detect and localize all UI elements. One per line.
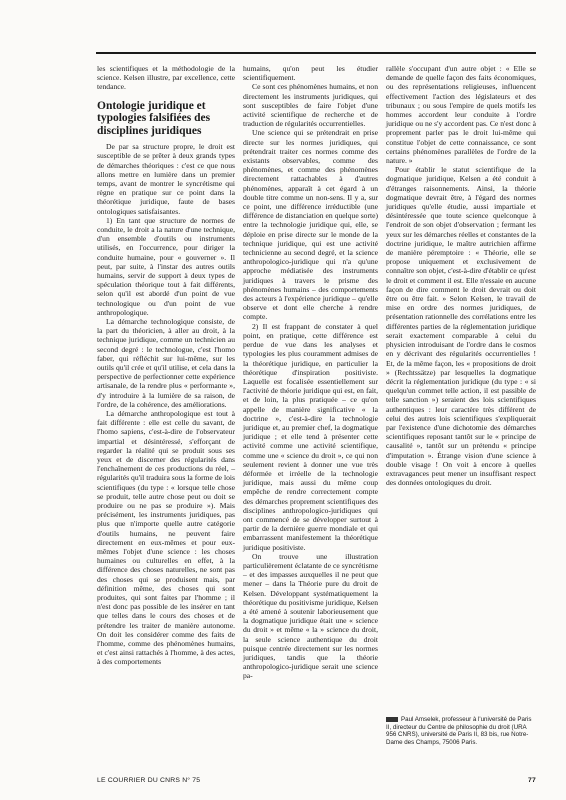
page-number: 77 (528, 777, 536, 784)
paragraph: La démarche anthropologique est tout à fait différente : elle est celle du savant, de l'homo sapiens, c'est-à-dire de l'observateur impartial et désintéressé, s'efforçant de regarder la réalité qui se produit sous ses yeux et de discerner des régularités dans l'enchaînement de ces productions du réel, – régularités qu'il traduira sous la forme de lois scientifiques (du type : « lorsque telle chose se produit, telle autre chose peut ou doit se produire ou ne pas se produire »). Mais précisément, les instruments juridiques, pas plus que n'importe quelle autre catégorie d'outils humains, ne peuvent faire directement en eux-mêmes et pour eux-mêmes l'objet d'une science : les choses humaines ou culturelles en effet, à la différence des choses naturelles, ne sont pas des choses qui se produisent mais, par définition même, des choses qui sont produites, qui sont faites par l'homme ; il n'est donc pas possible de les insérer en tant que telles dans le cours des choses et de prétendre les traiter de manière autonome. On doit les considérer comme des faits de l'homme, comme des phénomènes humains, et c'est ainsi rattachés à l'homme, à des actes, à des comportements (97, 409, 235, 667)
paragraph: De par sa structure propre, le droit est susceptible de se prêter à deux grands types de démarches théoriques : c'est ce que nous allons mettre en lumière dans un premier temps, avant de montrer le syncrétisme qui règne en pratique sur ce point dans la théorétique juridique, faute de bases ontologiques satisfaisantes. (97, 142, 235, 216)
paragraph: Une science qui se prétendrait en prise directe sur les normes juridiques, qui prétendrait traiter ces normes comme des existants observables, comme des phénomènes, et comme des phénomènes directement rattachables à d'autres phénomènes, apparaît à cet égard à un double titre comme un non-sens. Il y a, sur ce point, une différence irréductible (une différence de distanciation en quelque sorte) entre la technologie juridique qui, elle, se déploie en prise directe sur le monde de la technique juridique, qui est une activité technicienne au second degré, et la science anthropologico-juridique qui n'a qu'une approche médiatisée des instruments juridiques à travers le prisme des phénomènes humains – des comportements des acteurs à l'expérience juridique – qu'elle observe et dont elle cherche à rendre compte. (243, 128, 378, 322)
column-2 (243, 64, 378, 681)
paragraph: 2) Il est frappant de constater à quel point, en pratique, cette différence est perdue de vue dans les analyses et typologies les plus couramment admises de la théorétique juridique, en particulier la théorétique d'inspiration positiviste. Laquelle est focalisée essentiellement sur l'activité de théorie juridique qui est, en fait, et de loin, la plus pratiquée – ce qu'on appelle de manière significative « la doctrine », c'est-à-dire la technologie juridique et, au premier chef, la dogmatique juridique ; et elle tend à présenter cette activité comme une activité scientifique, comme une « science du droit », ce qui non seulement revient à donner une vue très déformée et irréelle de la technologie juridique, mais aussi du même coup empêche de rendre correctement compte des démarches proprement scientifiques des disciplines anthropologico-juridiques qui ont commencé de se développer surtout à partir de la dernière guerre mondiale et qui embarrassent manifestement la théorétique juridique positiviste. (243, 321, 378, 552)
paragraph: les scientifiques et la méthodologie de la science. Kelsen illustre, par excellence, cette tendance. (97, 64, 235, 92)
footnote-text: Paul Amselek, professeur à l'université de Paris II, directeur du Centre de philosophie du droit (URA 956 CNRS), université de Paris II, 83 bis, rue Notre-Dame des Champs, 75006 Paris. (386, 716, 532, 746)
paragraph: Pour établir le statut scientifique de la dogmatique juridique, Kelsen a été conduit à d'étranges raisonnements. Ainsi, la théorie dogmatique devrait être, à l'égard des normes juridiques qu'elle étudie, aussi impartiale et désintéressée que toute science quelconque à l'endroit de son objet d'observation ; fermant les yeux sur les démarches réelles et constantes de la doctrine juridique, le maître autrichien affirme de manière péremptoire : « Théorie, elle se propose uniquement et exclusivement de connaître son objet, c'est-à-dire d'établir ce qu'est le droit et comment il est. Elle n'essaie en aucune façon de dire comment le droit devrait ou doit être ou être fait. » Selon Kelsen, le travail de mise en ordre des normes juridiques, de présentation rationnelle des corrélations entre les différentes parties de la réglementation juridique serait exactement comparable à celui du physicien introduisant de l'ordre dans le cosmos en y décrivant des régularités occurrentielles ! Et, de la même façon, les « propositions de droit » (Rechtssätze) par lesquelles la dogmatique décrit la réglementation juridique (du type : « si quelqu'un commet telle action, il est passible de telle sanction ») seraient des lois scientifiques authentiques : leur caractère très différent de celui des autres lois scientifiques s'expliquerait par l'existence d'une dichotomie des démarches scientifiques reposant tantôt sur le « principe de causalité », tantôt sur un prétendu « principe d'imputation ». Étrange vision d'une science à double visage ! On voit à encore à quelles extravagances peut mener un insuffisant respect des données ontologiques du droit. (386, 165, 536, 488)
paragraph: Ce sont ces phénomènes humains, et non directement les instruments juridiques, qui sont susceptibles de faire l'objet d'une activité scientifique de recherche et de traduction de régularités occurrentielles. (243, 82, 378, 129)
author-footnote (386, 716, 536, 746)
section-heading: Ontologie juridique et typologies falsifiées des disciplines juridiques (97, 99, 211, 137)
footnote-marker-icon (386, 717, 398, 722)
paragraph: 1) En tant que structure de normes de conduite, le droit a la nature d'une technique, d'un ensemble d'outils ou instruments utilisés, en l'occurrence, pour diriger la conduite humaine, pour « gouverner ». Il peut, par suite, à l'instar des autres outils humains, servir de support à deux types de spéculation théorique tout à fait différents, selon qu'il est abordé d'un point de vue technologique ou d'un point de vue anthropologique. (97, 215, 235, 317)
paragraph: rallèle s'occupant d'un autre objet : « Elle se demande de quelle façon des faits économiques, ou des représentations religieuses, influencent effectivement l'action des législateurs et des tribunaux ; ou sous l'empire de quels motifs les hommes accordent leur conduite à l'ordre juridique ou ne s'y accordent pas. Ce n'est donc à proprement parler pas le droit lui-même qui constitue l'objet de cette connaissance, ce sont certains phénomènes parallèles de l'ordre de la nature. » (386, 64, 536, 166)
column-1 (97, 64, 235, 667)
column-3 (386, 64, 536, 487)
paragraph: La démarche technologique consiste, de la part du théoricien, à aller au droit, à la technique juridique, comme un technicien au second degré : le technologue, c'est l'homo faber, qui réfléchit sur lui-même, sur les outils qu'il crée et qu'il utilise, et cela dans la perspective de perfectionner cette expérience artisanale, de la rendre plus « performante », d'y introduire à la lumière de sa raison, de l'ordre, de la cohérence, des améliorations. (97, 316, 235, 409)
paragraph: humains, qu'on peut les étudier scientifiquement. (243, 64, 378, 83)
top-rule (96, 52, 536, 54)
journal-footer: LE COURRIER DU CNRS N° 75 (97, 777, 201, 784)
paragraph: On trouve une illustration particulièrement éclatante de ce syncrétisme – et des impasses auxquelles il ne peut que mener – dans la Théorie pure du droit de Kelsen. Développant systématiquement la théorétique du positivisme juridique, Kelsen a été amené à soutenir laborieusement que la dogmatique juridique était une « science du droit » et même « la » science du droit, la seule science authentique du droit puisque centrée directement sur les normes juridiques, tandis que la théorie anthropologico-juridique serait une science pa- (243, 551, 378, 681)
